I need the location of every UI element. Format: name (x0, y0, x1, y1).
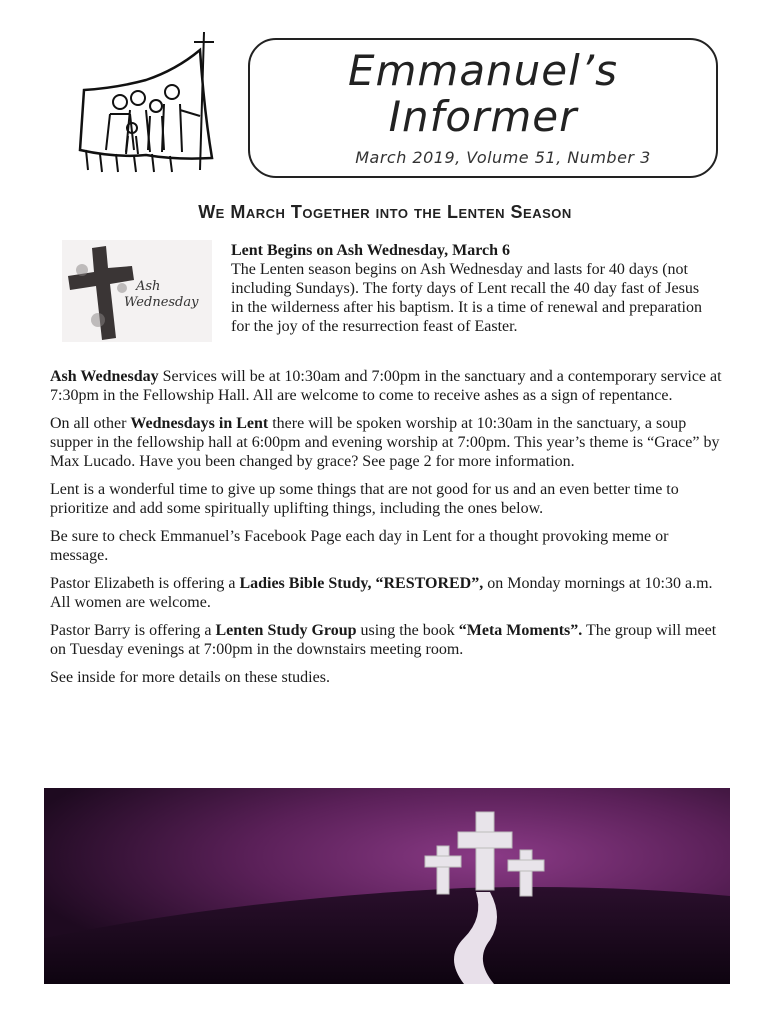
ash-wednesday-image (62, 240, 212, 342)
p6-bold2: “Meta Moments”. (458, 622, 583, 639)
paragraph-ash-wednesday (50, 367, 730, 405)
article-body (50, 367, 730, 696)
church-family-logo (76, 30, 226, 180)
intro-block (231, 241, 711, 336)
masthead-title: Emmanuel’s (347, 46, 619, 95)
p2-pre: On all other (50, 415, 131, 432)
three-crosses-banner (44, 788, 730, 984)
paragraph-lenten-study-group (50, 621, 730, 659)
masthead (248, 38, 718, 178)
paragraph-wednesdays-in-lent (50, 414, 730, 471)
p2-text: there will be spoken worship at 10:30am in the sanctuary, a soup supper in the fellowship hall at 6:00pm and evening worship at 7:00pm. This year’s theme is “Grace” by Max Lucado. Have you been changed by grace? See page 2 for more information. (50, 415, 720, 470)
paragraph-ladies-bible-study (50, 574, 730, 612)
p5-text: on Monday mornings at 10:30 a.m. All women are welcome. (50, 575, 713, 611)
paragraph-see-inside: See inside for more details on these studies. (50, 669, 330, 686)
ash-label-line2: Wednesday (124, 295, 199, 310)
p6-mid: using the book (356, 622, 459, 639)
paragraph-lent-wonderful: Lent is a wonderful time to give up some things that are not good for us and an even better time to prioritize and add some spiritually uplifting things, including the ones below. (50, 481, 679, 517)
p6-bold1: Lenten Study Group (215, 622, 357, 639)
p1-text: Services will be at 10:30am and 7:00pm in the sanctuary and a contemporary service at 7:30pm in the Fellowship Hall. All are welcome to come to receive ashes as a sign of repentance. (50, 368, 722, 404)
p5-pre: Pastor Elizabeth is offering a (50, 575, 240, 592)
p6-pre: Pastor Barry is offering a (50, 622, 216, 639)
intro-lead: Lent Begins on Ash Wednesday, March 6 (231, 242, 511, 259)
paragraph-facebook: Be sure to check Emmanuel’s Facebook Page each day in Lent for a thought provoking meme or message. (50, 528, 669, 564)
p2-bold: Wednesdays in Lent (130, 415, 269, 432)
article-headline: We March Together into the Lenten Season (198, 202, 572, 222)
p6-text: The group will meet on Tuesday evenings at 7:00pm in the downstairs meeting room. (50, 622, 717, 658)
issue-info: March 2019, Volume 51, Number 3 (355, 148, 651, 167)
p1-bold: Ash Wednesday (50, 368, 159, 385)
intro-text: The Lenten season begins on Ash Wednesday and lasts for 40 days (not including Sundays). The forty days of Lent recall the 40 day fast of Jesus in the wilderness after his baptism. It is a time of renewal and preparation for the joy of the resurrection feast of Easter. (231, 261, 702, 335)
ash-label-line1: Ash (136, 279, 161, 294)
p5-bold: Ladies Bible Study, “RESTORED”, (239, 575, 484, 592)
masthead-title-line2: Informer (388, 92, 578, 141)
